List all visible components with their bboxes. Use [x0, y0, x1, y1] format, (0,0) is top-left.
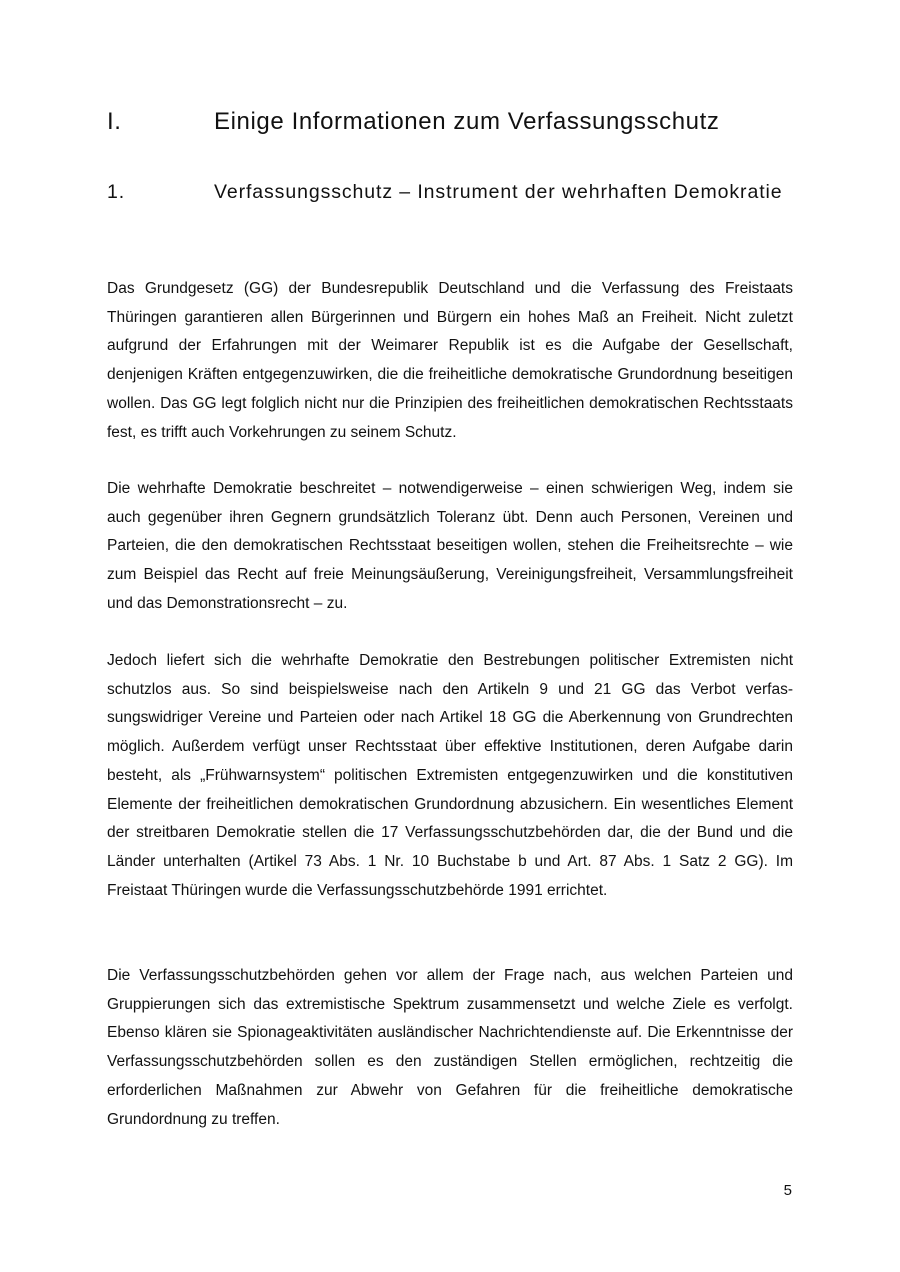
section-number: I. [107, 108, 122, 135]
body-paragraph: Die Verfassungsschutzbehörden gehen vor allem der Frage nach, aus welchen Parteien und Gruppierungen sich das extremistische Spektrum zusammensetzt und welche Ziele es verfolgt. Ebenso klären sie Spionageaktivitäten ausländischer Nachrichtendienste auf. Die Erkenntnisse der Verfassungsschutzbehörden sollen es den zuständigen Stellen ermöglichen, rechtzeitig die erforderlichen Maßnahmen zur Abwehr von Gefahren für die freiheitliche demokratische Grundordnung zu treffen. [107, 967, 793, 1128]
subsection-number: 1. [107, 181, 126, 203]
section-title: Einige Informationen zum Verfassungsschutz [214, 108, 720, 135]
subsection-title: Verfassungsschutz – Instrument der wehrhaften Demokratie [214, 181, 783, 203]
body-paragraph: Jedoch liefert sich die wehrhafte Demokratie den Bestrebungen politischer Extremisten nicht schutzlos aus. So sind beispielsweise nach den Artikeln 9 und 21 GG das Verbot verfassungswidriger Vereine und Parteien oder nach Artikel 18 GG die Aberkennung von Grundrechten möglich. Außerdem verfügt unser Rechtsstaat über effektive Institutionen, deren Aufgabe darin besteht, als „Frühwarnsystem“ politischen Extremisten entgegenzuwirken und die konstitutiven Elemente der freiheitlichen demokratischen Grundordnung abzusichern. Ein wesentliches Element der streitbaren Demokratie stellen die 17 Verfassungsschutzbehörden dar, die der Bund und die Länder unterhalten (Artikel 73 Abs. 1 Nr. 10 Buchstabe b und Art. 87 Abs. 1 Satz 2 GG). Im Freistaat Thüringen wurde die Verfassungsschutzbehörde 1991 errichtet. [107, 652, 793, 899]
body-paragraph: Die wehrhafte Demokratie beschreitet – notwendigerweise – einen schwierigen Weg, indem sie auch gegenüber ihren Gegnern grundsätzlich Toleranz übt. Denn auch Personen, Vereinen und Parteien, die den demokratischen Rechtsstaat beseitigen wollen, stehen die Freiheitsrechte – wie zum Beispiel das Recht auf freie Meinungsäußerung, Vereinigungsfreiheit, Versammlungsfreiheit und das Demonstrationsrecht – zu. [107, 480, 793, 612]
body-paragraph: Das Grundgesetz (GG) der Bundesrepublik Deutschland und die Verfassung des Freistaats Thüringen garantieren allen Bürgerinnen und Bürgern ein hohes Maß an Freiheit. Nicht zuletzt aufgrund der Erfahrungen mit der Weimarer Republik ist es die Aufgabe der Gesellschaft, denjenigen Kräften entgegenzuwirken, die die freiheitliche demokratische Grundordnung beseitigen wollen. Das GG legt folglich nicht nur die Prinzipien des freiheitlichen demokratischen Rechtsstaats fest, es trifft auch Vorkehrungen zu seinem Schutz. [107, 280, 793, 441]
subsection-heading [107, 174, 793, 210]
section-heading [107, 105, 793, 139]
page-number: 5 [783, 1182, 792, 1199]
